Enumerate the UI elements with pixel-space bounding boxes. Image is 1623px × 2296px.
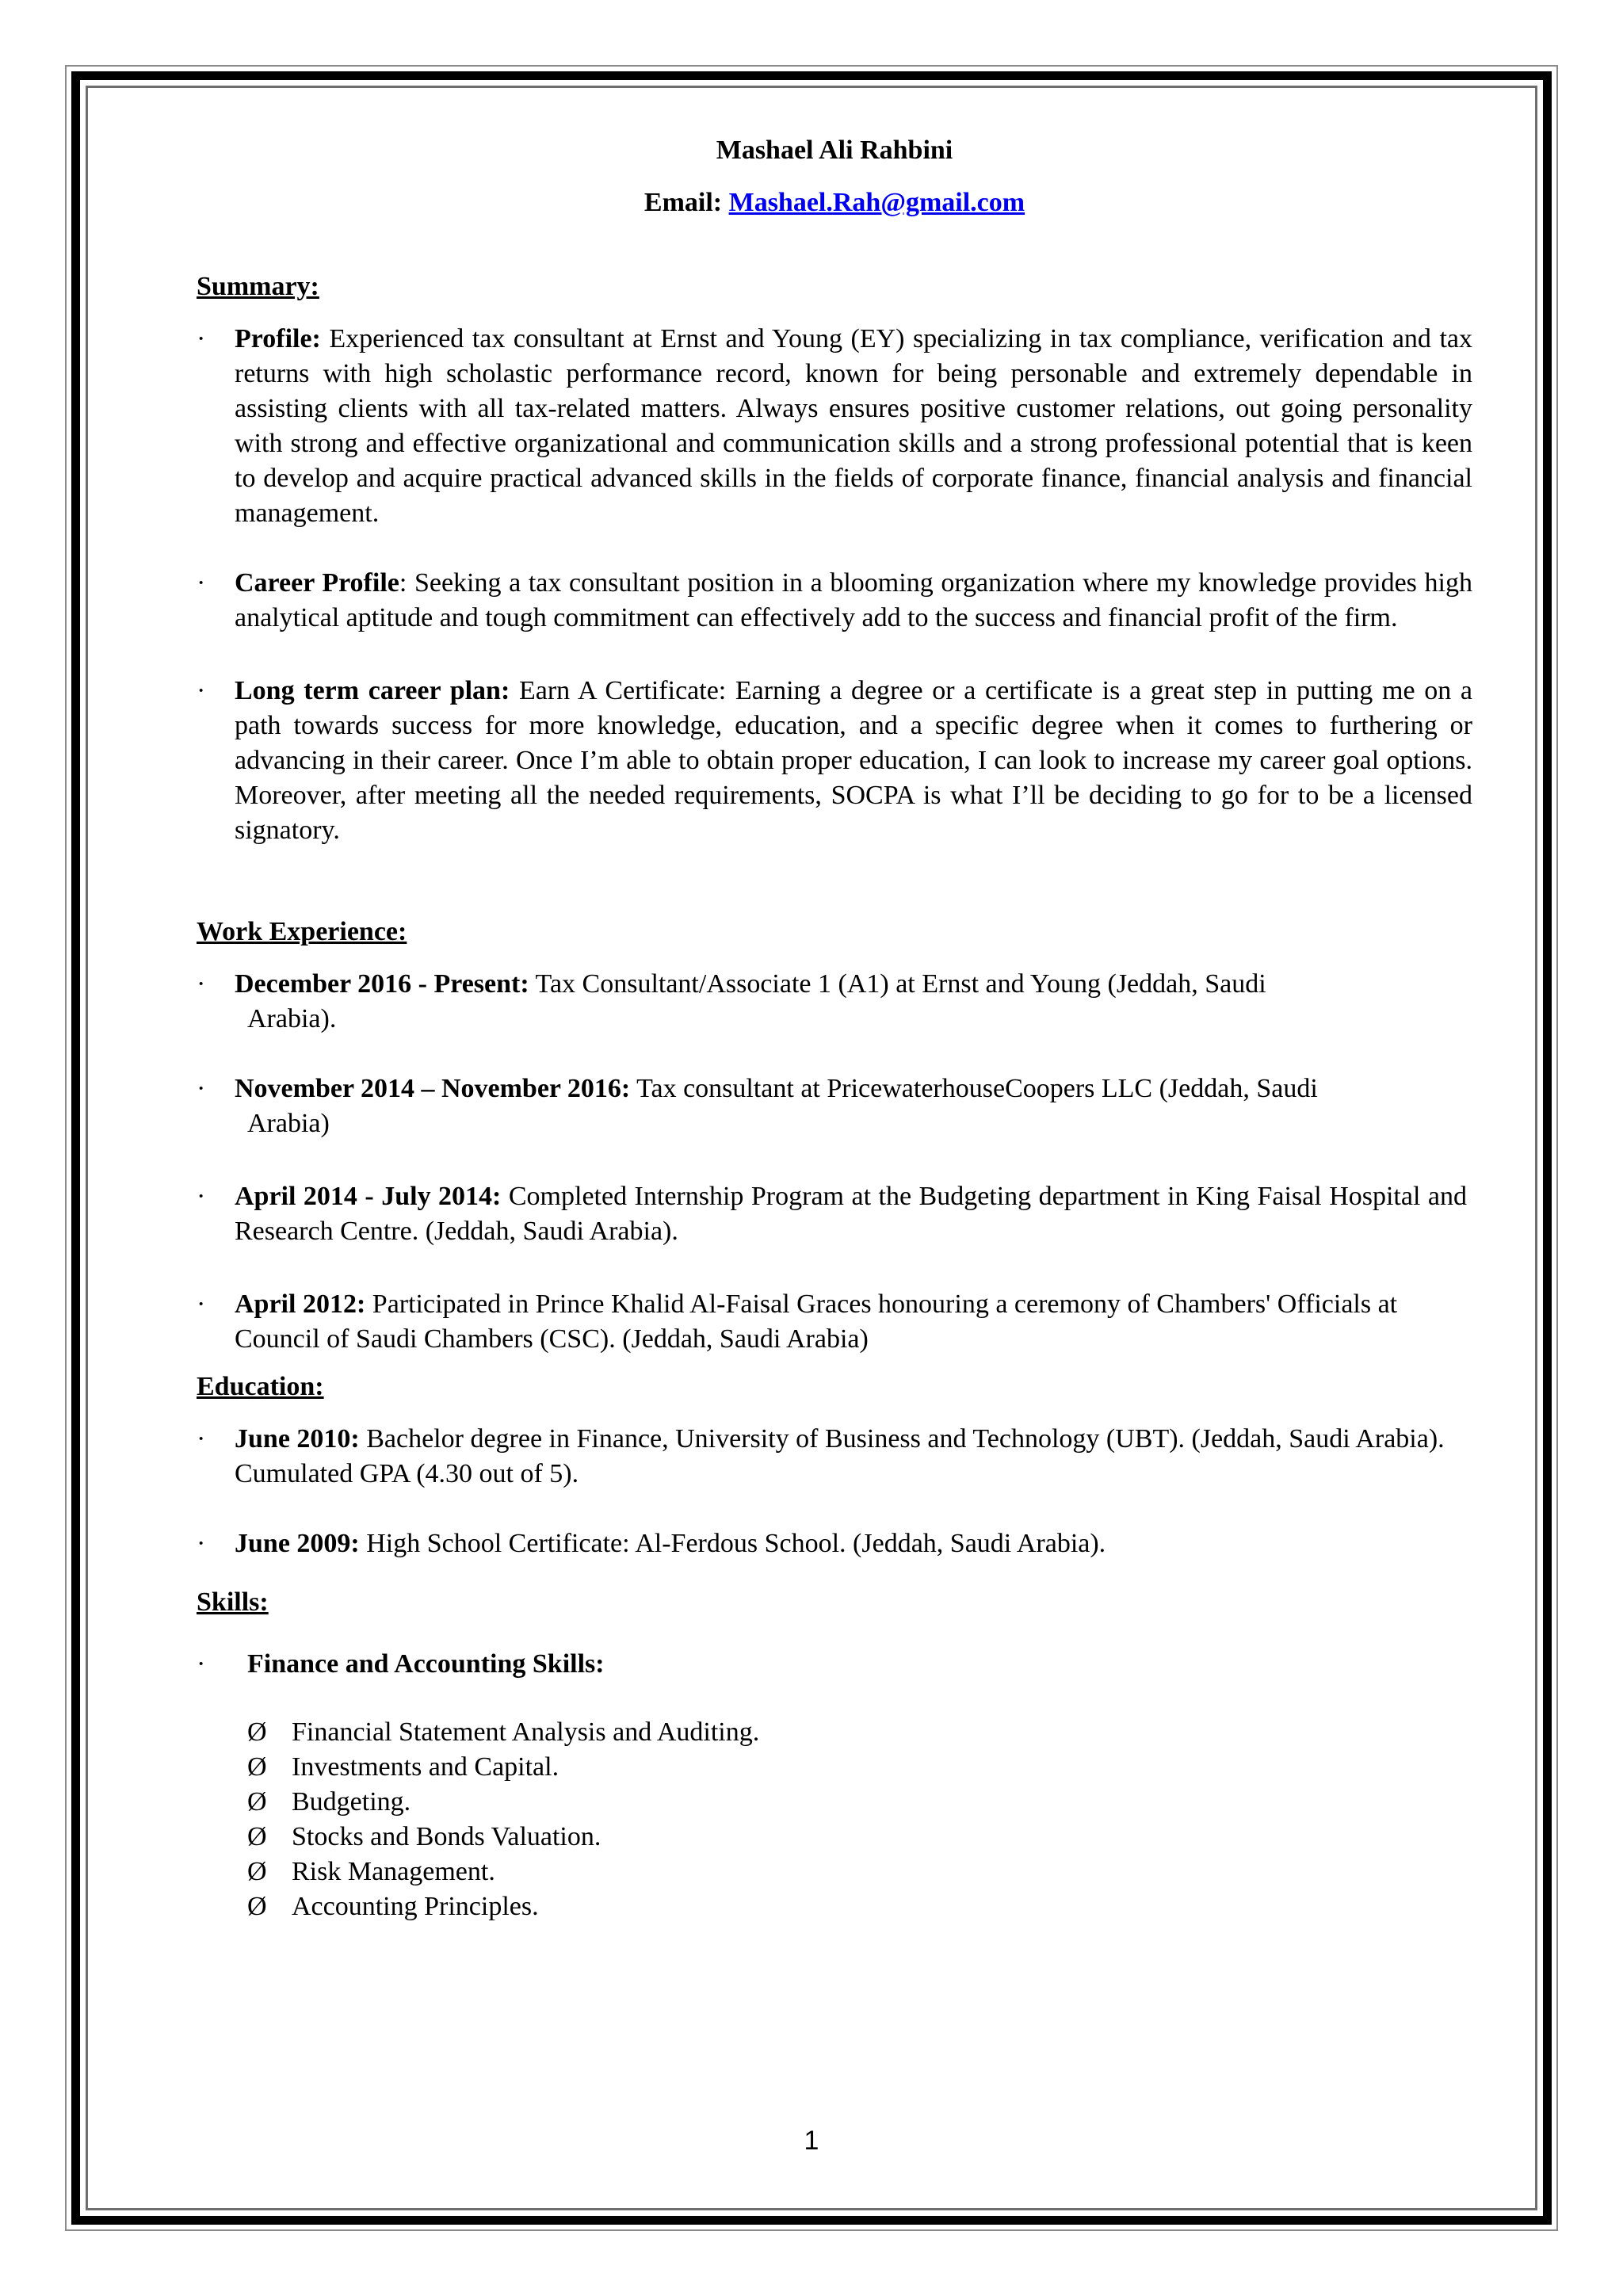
arrow-bullet-icon: Ø (247, 1717, 267, 1747)
skill-item (197, 1855, 1472, 1889)
candidate-name: Mashael Ali Rahbini (716, 136, 953, 165)
summary-item-career-profile (197, 566, 1472, 636)
summary-title: Summary: (197, 272, 319, 301)
summary-text: : Seeking a tax consultant position in a blooming organization where my knowledge provides high analytical aptitude and tough commitment can effectively add to the success and financial profit of the firm. (235, 568, 1472, 632)
bullet-icon: · (197, 568, 206, 598)
bullet-icon: · (197, 1289, 206, 1319)
bullet-icon: · (197, 676, 206, 705)
work-text: Tax consultant at PricewaterhouseCoopers LLC (Jeddah, Saudi (630, 1074, 1318, 1103)
work-date: April 2012: (235, 1289, 366, 1319)
summary-label: Career Profile (235, 568, 399, 598)
email-line (197, 185, 1472, 220)
skill-item (197, 1889, 1472, 1924)
work-item (197, 967, 1472, 1037)
email-link[interactable]: Mashael.Rah@gmail.com (728, 188, 1025, 217)
page-number: 1 (804, 2126, 819, 2156)
skill-text: Investments and Capital. (292, 1752, 559, 1782)
skills-list (197, 1715, 1472, 1924)
education-text: Bachelor degree in Finance, University of Business and Technology (UBT). (Jeddah, Saudi Arabia). Cumulated GPA (4.30 out of 5). (235, 1424, 1445, 1488)
bullet-icon: · (197, 969, 206, 999)
skills-title: Skills: (197, 1587, 269, 1617)
work-text: Tax Consultant/Associate 1 (A1) at Ernst and Young (Jeddah, Saudi (529, 969, 1266, 999)
education-item (197, 1526, 1472, 1561)
summary-text: Earn A Certificate: Earning a degree or a certificate is a great step in putting me on a path towards success for more knowledge, education, and a specific degree when it comes to furthering or advancing in their career. Once I’m able to obtain proper education, I can look to increase my career goal options. Moreover, after meeting all the needed requirements, SOCPA is what I’ll be deciding to go for to be a licensed signatory. (235, 676, 1472, 845)
skill-item (197, 1820, 1472, 1855)
skill-text: Budgeting. (292, 1787, 411, 1817)
resume-content (197, 133, 1472, 1924)
work-date: April 2014 - July 2014: (235, 1182, 502, 1211)
skill-item (197, 1715, 1472, 1750)
bullet-icon: · (197, 1424, 206, 1454)
skills-category-label: Finance and Accounting Skills: (247, 1649, 605, 1679)
education-date: June 2009: (235, 1529, 360, 1558)
skill-text: Financial Statement Analysis and Auditing. (292, 1717, 760, 1747)
summary-item-profile (197, 322, 1472, 531)
bullet-icon: · (197, 1182, 206, 1211)
work-item (197, 1179, 1467, 1249)
arrow-bullet-icon: Ø (247, 1787, 267, 1817)
summary-item-long-term-plan (197, 674, 1472, 848)
work-item (197, 1072, 1472, 1141)
skill-text: Risk Management. (292, 1857, 495, 1886)
bullet-icon: · (197, 324, 206, 353)
education-text: High School Certificate: Al-Ferdous School. (Jeddah, Saudi Arabia). (359, 1529, 1106, 1558)
bullet-icon: · (197, 1074, 206, 1103)
education-item (197, 1422, 1447, 1492)
work-text: Completed Internship Program at the Budgeting department in King Faisal Hospital and Research Centre. (Jeddah, Saudi Arabia). (235, 1182, 1467, 1246)
work-text-continued: Arabia) (247, 1109, 330, 1138)
education-title: Education: (197, 1372, 324, 1401)
skill-text: Accounting Principles. (292, 1892, 539, 1921)
work-date: December 2016 - Present: (235, 969, 529, 999)
bullet-icon: · (197, 1529, 206, 1558)
skill-item (197, 1750, 1472, 1785)
email-label: Email: (643, 188, 723, 217)
work-text: Participated in Prince Khalid Al-Faisal Graces honouring a ceremony of Chambers' Officials at Council of Saudi Chambers (CSC). (Jeddah, Saudi Arabia) (235, 1289, 1398, 1354)
bullet-icon: · (197, 1649, 206, 1679)
work-experience-title: Work Experience: (197, 917, 407, 946)
resume-header (197, 133, 1472, 220)
skill-item (197, 1785, 1472, 1820)
skills-category (197, 1647, 1472, 1682)
arrow-bullet-icon: Ø (247, 1752, 267, 1782)
education-date: June 2010: (235, 1424, 360, 1454)
summary-text: Experienced tax consultant at Ernst and Young (EY) specializing in tax compliance, verification and tax returns with high scholastic performance record, known for being personable and extremely dependable in assisting clients with all tax-related matters. Always ensures positive customer relations, out going personality with strong and effective organizational and communication skills and a strong professional potential that is keen to develop and acquire practical advanced skills in the fields of corporate finance, financial analysis and financial management. (235, 324, 1472, 528)
work-text-continued: Arabia). (247, 1004, 337, 1033)
arrow-bullet-icon: Ø (247, 1822, 267, 1851)
arrow-bullet-icon: Ø (247, 1892, 267, 1921)
work-item (197, 1287, 1447, 1357)
skill-text: Stocks and Bonds Valuation. (292, 1822, 601, 1851)
work-date: November 2014 – November 2016: (235, 1074, 631, 1103)
summary-label: Profile: (235, 324, 321, 353)
summary-label: Long term career plan: (235, 676, 510, 705)
arrow-bullet-icon: Ø (247, 1857, 267, 1886)
